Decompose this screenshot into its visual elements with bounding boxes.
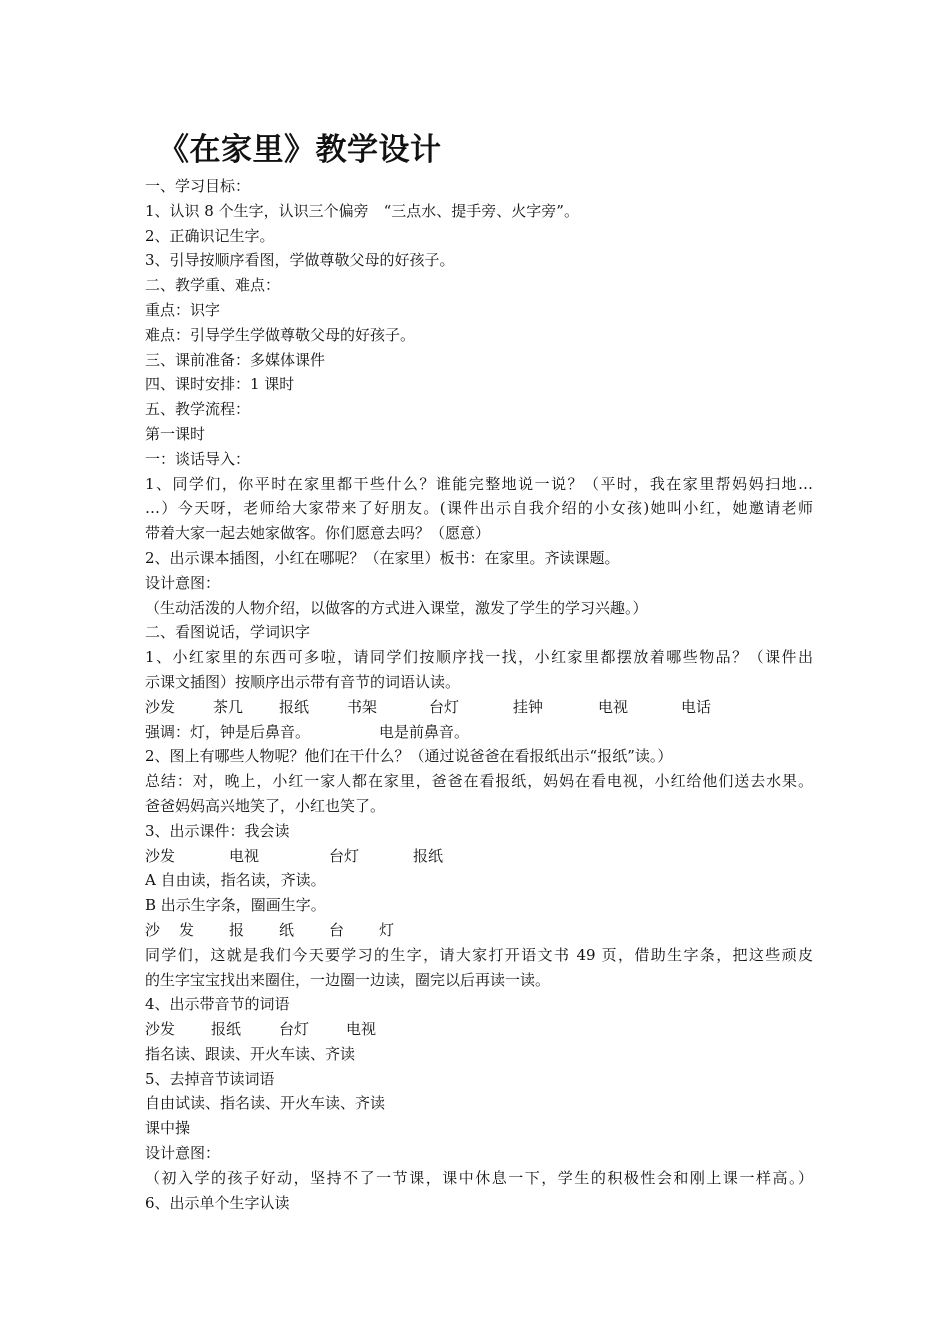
document-body: [145, 174, 813, 1215]
word-item: 台灯: [329, 846, 360, 865]
character-row: [145, 918, 813, 943]
character-item: 纸: [279, 920, 295, 939]
paragraph-line: …）今天呀，老师给大家带来了好朋友。(课件出示自我介绍的小女孩)她叫小红，她邀请老师: [145, 499, 813, 518]
subsection-heading-intro: 一：谈话导入：: [145, 449, 251, 468]
word-item: 沙发: [145, 697, 176, 716]
paragraph-line: 1、小红家里的东西可多啦，请同学们按顺序找一找，小红家里都摆放着哪些物品？（课件出: [145, 648, 813, 667]
subsection-heading-picture-talk: 二、看图说话，学词识字: [145, 623, 311, 642]
emphasis-part: 电是前鼻音。: [379, 722, 470, 741]
word-item: 挂钟: [513, 697, 544, 716]
paragraph-line: 2、正确识记生字。: [145, 226, 275, 245]
word-item: 报纸: [211, 1020, 242, 1039]
section-heading-key-points: 二、教学重、难点：: [145, 276, 281, 295]
paragraph-line: 示课文插图）按顺序出示带有音节的词语认读。: [145, 672, 461, 691]
paragraph-line: 自由试读、指名读、开火车读、齐读: [145, 1094, 386, 1113]
character-item: 报: [229, 920, 245, 939]
word-item: 沙发: [145, 1020, 176, 1039]
paragraph-line: 课中操: [145, 1119, 191, 1138]
word-item: 报纸: [279, 697, 310, 716]
word-item: 台灯: [279, 1020, 310, 1039]
section-heading-preparation: 三、课前准备：多媒体课件: [145, 350, 326, 369]
lesson-label: 第一课时: [145, 424, 206, 443]
character-item: 发: [179, 920, 195, 939]
emphasis-part: 强调：灯，钟是后鼻音。: [145, 722, 311, 741]
emphasis-line: [145, 720, 813, 745]
paragraph-line: 指名读、跟读、开火车读、齐读: [145, 1044, 356, 1063]
paragraph-line: 带着大家一起去她家做客。你们愿意去吗？（愿意）: [145, 524, 491, 543]
design-intent-label: 设计意图：: [145, 1144, 221, 1163]
word-item: 报纸: [413, 846, 444, 865]
paragraph-line: 爸爸妈妈高兴地笑了，小红也笑了。: [145, 796, 386, 815]
paragraph-line: A 自由读，指名读，齐读。: [145, 871, 326, 890]
word-item: 茶几: [213, 697, 244, 716]
paragraph-line: 难点：引导学生学做尊敬父母的好孩子。: [145, 325, 416, 344]
section-heading-schedule: 四、课时安排：1 课时: [145, 375, 295, 394]
paragraph-line: 1、认识 8 个生字，认识三个偏旁 “三点水、提手旁、火字旁”。: [145, 201, 579, 220]
paragraph-line: 1、同学们，你平时在家里都干些什么？谁能完整地说一说？（平时，我在家里帮妈妈扫地…: [145, 474, 813, 493]
paragraph-line: 重点：识字: [145, 300, 221, 319]
paragraph-line: B 出示生字条，圈画生字。: [145, 896, 326, 915]
design-intent-label: 设计意图：: [145, 573, 221, 592]
paragraph-line: （初入学的孩子好动，坚持不了一节课，课中休息一下，学生的积极性会和刚上课一样高。）: [145, 1168, 813, 1187]
character-item: 沙: [145, 920, 161, 939]
paragraph-line: 3、引导按顺序看图，学做尊敬父母的好孩子。: [145, 251, 455, 270]
word-row: [145, 844, 813, 869]
word-item: 台灯: [429, 697, 460, 716]
paragraph-line: 2、出示课本插图，小红在哪呢？（在家里）板书：在家里。齐读课题。: [145, 548, 620, 567]
paragraph-line: 5、去掉音节读词语: [145, 1069, 275, 1088]
document-title: 《在家里》教学设计: [158, 132, 442, 168]
paragraph-line: 4、出示带音节的词语: [145, 995, 290, 1014]
section-heading-goals: 一、学习目标：: [145, 177, 251, 195]
word-row: [145, 695, 813, 720]
paragraph-line: 6、出示单个生字认读: [145, 1193, 290, 1212]
paragraph-line: 同学们，这就是我们今天要学习的生字，请大家打开语文书 49 页，借助生字条，把这些顽皮: [145, 945, 813, 964]
character-item: 灯: [379, 920, 395, 939]
word-item: 电视: [598, 697, 629, 716]
word-row: [145, 1017, 813, 1042]
paragraph-line: 2、图上有哪些人物呢？他们在干什么？（通过说爸爸在看报纸出示“报纸”读。）: [145, 747, 673, 766]
paragraph-line: 总结：对，晚上，小红一家人都在家里，爸爸在看报纸，妈妈在看电视，小红给他们送去水果。: [145, 772, 813, 791]
paragraph-line: （生动活泼的人物介绍，以做客的方式进入课堂，激发了学生的学习兴趣。）: [145, 598, 648, 617]
paragraph-line: 3、出示课件：我会读: [145, 821, 290, 840]
word-item: 电视: [229, 846, 260, 865]
word-item: 电视: [346, 1020, 377, 1039]
section-heading-process: 五、教学流程：: [145, 400, 251, 419]
character-item: 台: [329, 920, 345, 939]
word-item: 电话: [681, 697, 712, 716]
word-item: 书架: [347, 697, 378, 716]
paragraph-line: 的生字宝宝找出来圈住，一边圈一边读，圈完以后再读一读。: [145, 970, 551, 989]
word-item: 沙发: [145, 846, 176, 865]
